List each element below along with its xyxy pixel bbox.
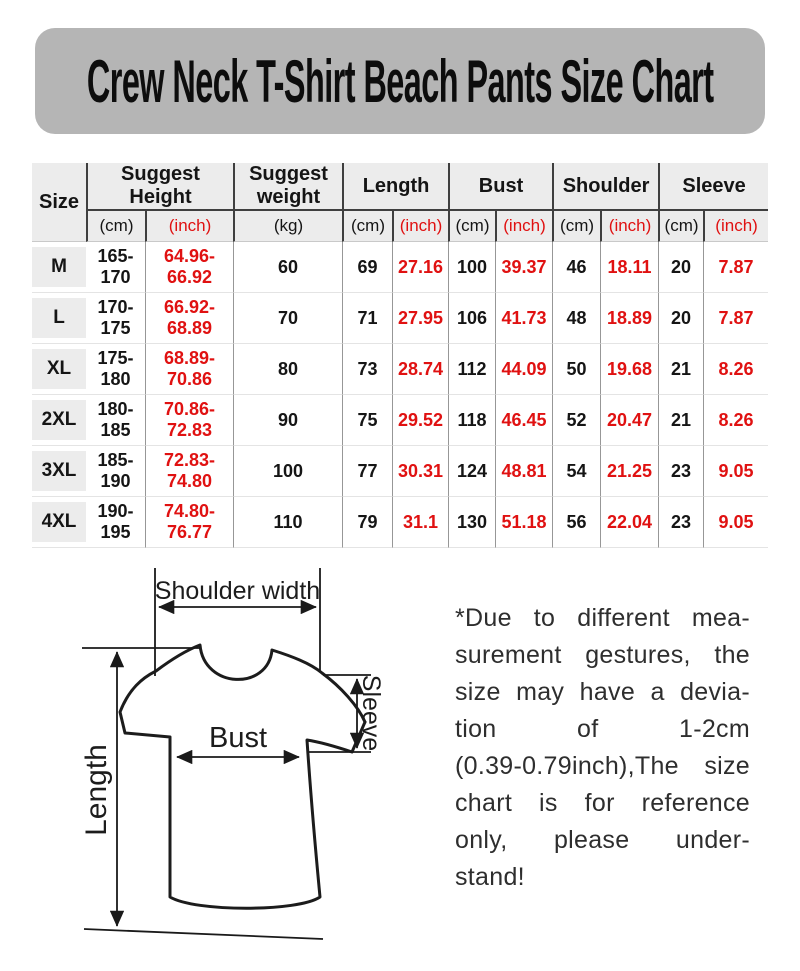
bust-inch-cell: 39.37 bbox=[495, 242, 552, 293]
tshirt-outline bbox=[120, 645, 365, 908]
note-line: tion of 1-2cm bbox=[455, 715, 750, 743]
note-line: only, please under- bbox=[455, 826, 750, 854]
bust-cm-cell: 130 bbox=[448, 497, 495, 548]
col-header-shoulder: Shoulder bbox=[552, 163, 658, 211]
length-cm-cell: 75 bbox=[342, 395, 392, 446]
unit-length-cm: (cm) bbox=[342, 211, 392, 242]
height-inch-cell: 72.83-74.80 bbox=[145, 446, 233, 497]
sleeve-inch-cell: 8.26 bbox=[703, 395, 768, 446]
note-line: chart is for reference bbox=[455, 789, 750, 817]
height-cm-cell: 175-180 bbox=[86, 344, 145, 395]
height-cm-cell: 190-195 bbox=[86, 497, 145, 548]
length-inch-cell: 31.1 bbox=[392, 497, 448, 548]
shoulder-cm-cell: 46 bbox=[552, 242, 600, 293]
size-chip: L bbox=[32, 298, 86, 338]
col-header-length: Length bbox=[342, 163, 448, 211]
table-unit-header-row bbox=[32, 211, 768, 242]
length-cm-cell: 77 bbox=[342, 446, 392, 497]
shoulder-inch-cell: 18.89 bbox=[600, 293, 658, 344]
height-inch-cell: 74.80-76.77 bbox=[145, 497, 233, 548]
sleeve-cm-cell: 21 bbox=[658, 395, 703, 446]
height-cm-cell: 180-185 bbox=[86, 395, 145, 446]
sleeve-cm-cell: 23 bbox=[658, 497, 703, 548]
deviation-note bbox=[455, 600, 750, 896]
shoulder-inch-cell: 18.11 bbox=[600, 242, 658, 293]
sleeve-cm-cell: 21 bbox=[658, 344, 703, 395]
table-row-xl bbox=[32, 344, 768, 395]
sleeve-cm-cell: 20 bbox=[658, 242, 703, 293]
height-inch-cell: 68.89-70.86 bbox=[145, 344, 233, 395]
length-cm-cell: 71 bbox=[342, 293, 392, 344]
bust-inch-cell: 44.09 bbox=[495, 344, 552, 395]
col-header-suggest-height: Suggest Height bbox=[86, 163, 233, 211]
col-header-size: Size bbox=[32, 163, 86, 242]
unit-bust-cm: (cm) bbox=[448, 211, 495, 242]
bust-inch-cell: 41.73 bbox=[495, 293, 552, 344]
unit-weight-kg: (kg) bbox=[233, 211, 342, 242]
sleeve-inch-cell: 7.87 bbox=[703, 242, 768, 293]
height-cm-cell: 185-190 bbox=[86, 446, 145, 497]
bust-cm-cell: 118 bbox=[448, 395, 495, 446]
unit-sleeve-cm: (cm) bbox=[658, 211, 703, 242]
length-inch-cell: 27.95 bbox=[392, 293, 448, 344]
size-cell bbox=[32, 395, 86, 446]
table-row-l bbox=[32, 293, 768, 344]
bust-cm-cell: 124 bbox=[448, 446, 495, 497]
weight-kg-cell: 70 bbox=[233, 293, 342, 344]
unit-height-cm: (cm) bbox=[86, 211, 145, 242]
sleeve-inch-cell: 9.05 bbox=[703, 497, 768, 548]
size-chip: 4XL bbox=[32, 502, 86, 542]
height-cm-cell: 170-175 bbox=[86, 293, 145, 344]
shoulder-cm-cell: 56 bbox=[552, 497, 600, 548]
sleeve-cm-cell: 23 bbox=[658, 446, 703, 497]
note-line: (0.39-0.79inch),The size bbox=[455, 752, 750, 780]
col-header-bust: Bust bbox=[448, 163, 552, 211]
table-row-4xl bbox=[32, 497, 768, 548]
weight-kg-cell: 60 bbox=[233, 242, 342, 293]
height-cm-cell: 165-170 bbox=[86, 242, 145, 293]
length-cm-cell: 69 bbox=[342, 242, 392, 293]
size-cell bbox=[32, 446, 86, 497]
length-cm-cell: 73 bbox=[342, 344, 392, 395]
size-chip: M bbox=[32, 247, 86, 287]
table-row-m bbox=[32, 242, 768, 293]
weight-kg-cell: 110 bbox=[233, 497, 342, 548]
length-extent-line-bottom bbox=[84, 929, 323, 939]
unit-shoulder-cm: (cm) bbox=[552, 211, 600, 242]
note-line: *Due to different mea- bbox=[455, 604, 750, 632]
height-inch-cell: 64.96-66.92 bbox=[145, 242, 233, 293]
sleeve-inch-cell: 9.05 bbox=[703, 446, 768, 497]
note-line: surement gestures, the bbox=[455, 641, 750, 669]
shoulder-inch-cell: 20.47 bbox=[600, 395, 658, 446]
sleeve-inch-cell: 8.26 bbox=[703, 344, 768, 395]
page-title: Crew Neck T-Shirt Beach Pants Size Chart bbox=[86, 47, 714, 115]
unit-height-inch: (inch) bbox=[145, 211, 233, 242]
shoulder-inch-cell: 22.04 bbox=[600, 497, 658, 548]
col-header-suggest-weight: Suggest weight bbox=[233, 163, 342, 211]
height-inch-cell: 70.86-72.83 bbox=[145, 395, 233, 446]
size-cell bbox=[32, 242, 86, 293]
sleeve-label: Sleeve bbox=[357, 674, 386, 752]
weight-kg-cell: 80 bbox=[233, 344, 342, 395]
title-banner bbox=[35, 28, 765, 134]
weight-kg-cell: 100 bbox=[233, 446, 342, 497]
shoulder-inch-cell: 19.68 bbox=[600, 344, 658, 395]
unit-length-inch: (inch) bbox=[392, 211, 448, 242]
length-inch-cell: 28.74 bbox=[392, 344, 448, 395]
table-row-3xl bbox=[32, 446, 768, 497]
note-line: stand! bbox=[455, 863, 525, 891]
sleeve-inch-cell: 7.87 bbox=[703, 293, 768, 344]
length-cm-cell: 79 bbox=[342, 497, 392, 548]
length-inch-cell: 29.52 bbox=[392, 395, 448, 446]
size-cell bbox=[32, 293, 86, 344]
shoulder-inch-cell: 21.25 bbox=[600, 446, 658, 497]
bust-label: Bust bbox=[208, 721, 268, 754]
table-row-2xl bbox=[32, 395, 768, 446]
height-inch-cell: 66.92-68.89 bbox=[145, 293, 233, 344]
size-cell bbox=[32, 497, 86, 548]
bust-cm-cell: 106 bbox=[448, 293, 495, 344]
bust-inch-cell: 46.45 bbox=[495, 395, 552, 446]
col-header-sleeve: Sleeve bbox=[658, 163, 768, 211]
length-inch-cell: 27.16 bbox=[392, 242, 448, 293]
bust-cm-cell: 100 bbox=[448, 242, 495, 293]
size-chip: 3XL bbox=[32, 451, 86, 491]
length-inch-cell: 30.31 bbox=[392, 446, 448, 497]
shoulder-cm-cell: 48 bbox=[552, 293, 600, 344]
length-label: Length bbox=[80, 744, 113, 836]
bust-inch-cell: 48.81 bbox=[495, 446, 552, 497]
note-line: size may have a devia- bbox=[455, 678, 750, 706]
size-chip: 2XL bbox=[32, 400, 86, 440]
sleeve-cm-cell: 20 bbox=[658, 293, 703, 344]
shoulder-cm-cell: 52 bbox=[552, 395, 600, 446]
unit-sleeve-inch: (inch) bbox=[703, 211, 768, 242]
unit-shoulder-inch: (inch) bbox=[600, 211, 658, 242]
shoulder-cm-cell: 54 bbox=[552, 446, 600, 497]
size-table bbox=[32, 163, 768, 548]
weight-kg-cell: 90 bbox=[233, 395, 342, 446]
table-group-header-row bbox=[32, 163, 768, 211]
shoulder-cm-cell: 50 bbox=[552, 344, 600, 395]
bust-cm-cell: 112 bbox=[448, 344, 495, 395]
shoulder-width-label: Shoulder width bbox=[154, 576, 321, 605]
size-cell bbox=[32, 344, 86, 395]
bust-inch-cell: 51.18 bbox=[495, 497, 552, 548]
size-chip: XL bbox=[32, 349, 86, 389]
unit-bust-inch: (inch) bbox=[495, 211, 552, 242]
